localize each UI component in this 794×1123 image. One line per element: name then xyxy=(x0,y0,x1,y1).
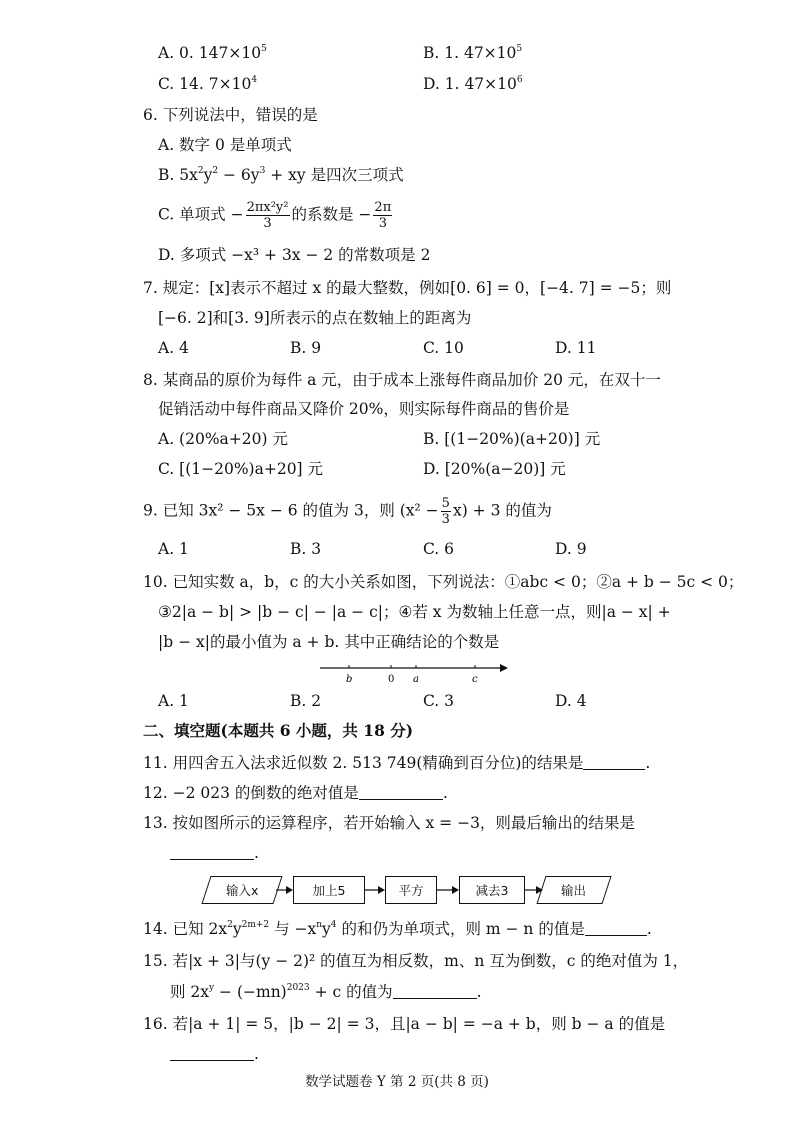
q5-option-c: C. 14. $7\times 10^4$ xyxy=(158,75,258,93)
q9-option-a: A. 1 xyxy=(158,540,189,558)
flow-add5: 加上5 xyxy=(293,876,365,904)
q16-line2: . xyxy=(170,1043,259,1065)
flow-output: 输出 xyxy=(536,876,611,904)
answer-blank xyxy=(583,753,645,770)
q8-line2: 促销活动中每件商品又降价 20%，则实际每件商品的售价是 xyxy=(158,400,570,418)
q15-line1: 15. 若|x + 3|与(y − 2)² 的值互为相反数，m、n 互为倒数，c 的绝对值为 1， xyxy=(143,952,689,970)
flow-arrows xyxy=(0,876,794,904)
answer-blank xyxy=(359,783,443,800)
q7-line2: [−6. 2]和[3. 9]所表示的点在数轴上的距离为 xyxy=(158,309,472,327)
page-footer: 数学试题卷 Y 第 2 页(共 8 页) xyxy=(305,1074,489,1090)
label-0: 0 xyxy=(388,674,395,685)
q13-line1: 13. 按如图所示的运算程序，若开始输入 x = −3，则最后输出的结果是 xyxy=(143,814,635,832)
q8-line1: 8. 某商品的原价为每件 a 元，由于成本上涨每件商品加价 20 元，在双十一 xyxy=(143,371,661,389)
q6-stem: 6. 下列说法中，错误的是 xyxy=(143,106,318,124)
flow-subtract3: 减去3 xyxy=(459,876,525,904)
q6-option-c: C. 单项式 − $\frac{\text{2πx²y²}}{3}$ 的系数是 − $\frac{2\pi}{3}$ xyxy=(158,200,392,231)
fraction: $\frac{2\pi}{3}$ xyxy=(374,200,392,231)
q6-option-b: B. $5x^2y^2 - 6y^3$ + xy 是四次三项式 xyxy=(158,166,404,184)
q8-option-c: C. [(1−20%)a+20] 元 xyxy=(158,460,324,478)
q8-option-d: D. [20%(a−20)] 元 xyxy=(423,460,566,478)
q9-option-c: C. 6 xyxy=(423,540,455,558)
fraction: $\frac{\text{2πx²y²}}{3}$ xyxy=(246,200,289,231)
q9-stem: 9. 已知 3x² − 5x − 6 的值为 3，则 (x² − $\frac{5}{3}$ x) + 3 的值为 xyxy=(143,496,552,527)
q15-line2: 则 $2x^y - (-mn)^{2023} + c$ 的值为 . xyxy=(170,983,482,1001)
q7-option-a: A. 4 xyxy=(158,339,189,357)
q7-option-c: C. 10 xyxy=(423,339,464,357)
answer-blank xyxy=(585,919,647,936)
label-b: b xyxy=(346,674,353,685)
q10-option-a: A. 1 xyxy=(158,692,189,710)
number-line xyxy=(315,660,515,686)
q9-option-d: D. 9 xyxy=(555,540,587,558)
q5-option-a: A. 0. $147\times 10^5$ xyxy=(158,44,267,62)
q10-line2: ③2|a − b| > |b − c| − |a − c|；④若 x 为数轴上任意一点，则|a − x| + xyxy=(158,603,671,621)
q5-option-d: D. 1. $47\times 10^6$ xyxy=(423,75,523,93)
q12: 12. −2 023 的倒数的绝对值是 . xyxy=(143,784,448,802)
q6-option-a: A. 数字 0 是单项式 xyxy=(158,136,292,154)
answer-blank xyxy=(170,1044,254,1061)
q6-option-d: D. 多项式 −x³ + 3x − 2 的常数项是 2 xyxy=(158,246,431,264)
q9-option-b: B. 3 xyxy=(290,540,322,558)
q7-option-b: B. 9 xyxy=(290,339,322,357)
q11: 11. 用四舍五入法求近似数 2. 513 749(精确到百分位)的结果是 . xyxy=(143,754,651,772)
q7-option-d: D. 11 xyxy=(555,339,597,357)
q16: 16. 若|a + 1| = 5，|b − 2| = 3，且|a − b| = −a + b，则 b − a 的值是 xyxy=(143,1015,666,1033)
section-heading: 二、填空题(本题共 6 小题，共 18 分) xyxy=(143,721,414,740)
q10-option-b: B. 2 xyxy=(290,692,322,710)
q10-line1: 10. 已知实数 a，b，c 的大小关系如图，下列说法：①abc < 0；②a + b − 5c < 0； xyxy=(143,573,744,591)
q5-option-b: B. 1. $47\times 10^5$ xyxy=(423,44,523,62)
q10-line3: |b − x|的最小值为 a + b. 其中正确结论的个数是 xyxy=(158,633,500,651)
answer-blank xyxy=(170,843,254,860)
number-line-arrow xyxy=(500,664,508,672)
q14: 14. 已知 $2x^2y^{2m+2}$ 与 $-x^ny^4$ 的和仍为单项式，则 m − n 的值是 . xyxy=(143,920,652,938)
answer-blank xyxy=(393,982,477,999)
q8-option-a: A. (20%a+20) 元 xyxy=(158,430,288,448)
q8-option-b: B. [(1−20%)(a+20)] 元 xyxy=(423,430,601,448)
label-a: a xyxy=(413,674,419,685)
flow-input: 输入x xyxy=(201,876,282,904)
q10-option-d: D. 4 xyxy=(555,692,587,710)
fraction: $\frac{5}{3}$ xyxy=(441,496,450,527)
q13-line2: . xyxy=(170,842,259,864)
label-c: c xyxy=(472,674,478,685)
q10-option-c: C. 3 xyxy=(423,692,455,710)
flow-square: 平方 xyxy=(385,876,437,904)
q7-line1: 7. 规定：[x]表示不超过 x 的最大整数，例如[0. 6] = 0，[−4. 7] = −5；则 xyxy=(143,279,672,297)
